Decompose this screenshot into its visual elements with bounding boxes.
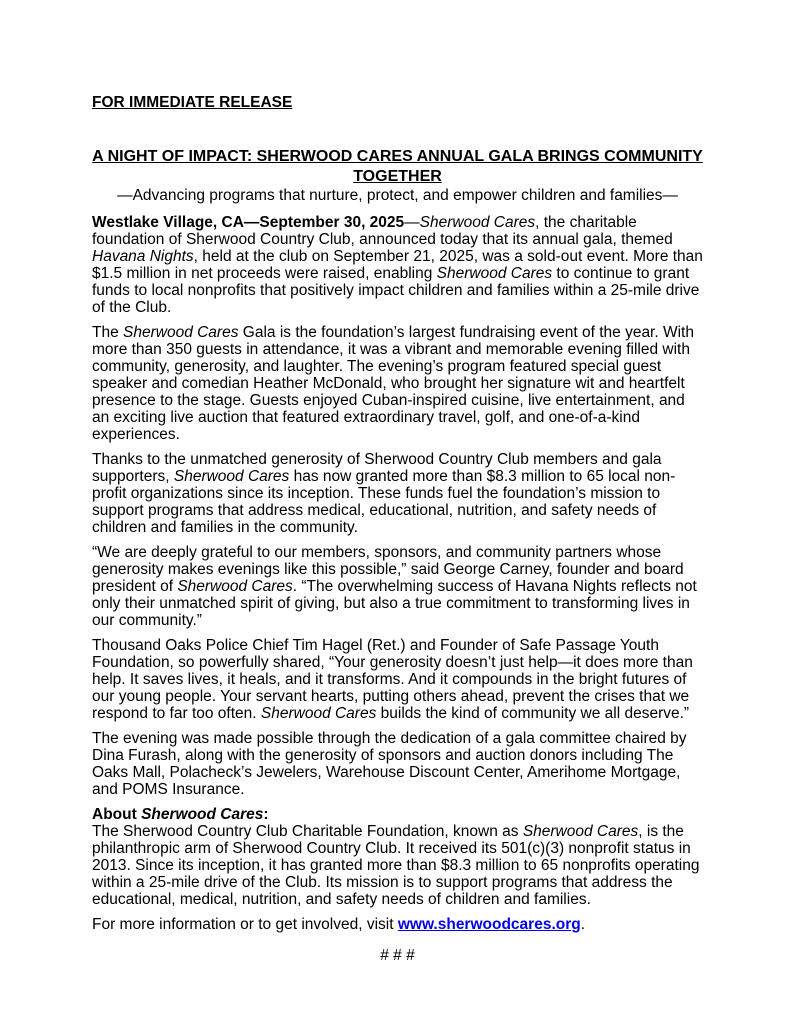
website-link[interactable]: www.sherwoodcares.org xyxy=(397,916,581,933)
text-run: # # # xyxy=(380,947,415,964)
about-heading xyxy=(92,806,703,823)
hagel-quote-paragraph xyxy=(92,637,703,722)
text-run: Sherwood Cares xyxy=(123,324,239,341)
text-run: Sherwood Cares xyxy=(522,823,639,840)
carney-quote-paragraph xyxy=(92,544,703,629)
text-run: to continue to grant funds to local nonprofits that positively impact children and families within a 25-mile drive of the Club. xyxy=(92,265,700,316)
text-run: “We are deeply grateful to our members, sponsors, and community partners whose generosity makes evenings like this possible,” said George Carney, founder and board president of xyxy=(92,544,684,595)
text-run: The evening was made possible through the dedication of a gala committee chaired by Dina Furash, along with the generosity of sponsors and auction donors including The Oaks Mall, Polacheck’s Jewelers, Warehouse Discount Center, Amerihome Mortgage, and POMS Insurance. xyxy=(92,730,687,798)
press-release-content xyxy=(92,94,703,964)
paragraphs xyxy=(92,214,703,964)
more-info-paragraph xyxy=(92,916,703,933)
text-run: Thanks to the unmatched generosity of Sherwood Country Club members and gala supporters, xyxy=(92,451,662,485)
dateline-paragraph xyxy=(92,214,703,316)
text-run: , held at the club on September 21, 2025, was a sold-out event. More than $1.5 million in net proceeds were raised, enabling xyxy=(92,248,703,282)
text-run: has now granted more than $8.3 million to 65 local non-profit organizations since its inception. These funds fuel the foundation’s mission to support programs that address medical, educational, nutrition, and safety needs of children and families in the community. xyxy=(92,468,676,536)
text-run: About xyxy=(92,806,142,823)
text-run: Sherwood Cares xyxy=(177,578,293,595)
text-run: Thousand Oaks Police Chief Tim Hagel (Ret.) and Founder of Safe Passage Youth Foundation, so powerfully shared, “Your generosity doesn’t just help—it does more than help. It saves lives, it heals, and it transforms. And it compounds in the bright futures of our young people. Your servant hearts, putting others ahead, prevent the crises that we respond to far too often. xyxy=(92,637,693,722)
text-run: builds the kind of community we all deserve.” xyxy=(376,705,690,722)
text-run: Sherwood Cares xyxy=(260,705,377,722)
gala-overview-paragraph xyxy=(92,324,703,443)
committee-sponsors-paragraph xyxy=(92,730,703,798)
text-run: . “The overwhelming success of Havana Nights reflects not only their unmatched spirit of giving, but also a true commitment to transforming lives in our community.” xyxy=(92,578,697,629)
text-run: Gala is the foundation’s largest fundraising event of the year. With more than 350 guests in attendance, it was a vibrant and memorable evening filled with community, generosity, and laughter. The evening’s program featured special guest speaker and comedian Heather McDonald, who brought her signature wit and heartfelt presence to the stage. Guests enjoyed Cuban-inspired cuisine, live entertainment, and an exciting live auction that featured extraordinary travel, golf, and one-of-a-kind experiences. xyxy=(92,324,694,443)
text-run: Sherwood Cares xyxy=(141,806,264,823)
text-run: : xyxy=(263,806,269,823)
text-run: The Sherwood Country Club Charitable Foundation, known as xyxy=(92,823,523,840)
text-run: — xyxy=(404,214,420,231)
subheadline: —Advancing programs that nurture, protect, and empower children and families— xyxy=(117,187,678,204)
grants-paragraph xyxy=(92,451,703,536)
text-run: For more information or to get involved, visit xyxy=(92,916,398,933)
text-run: , is the philanthropic arm of Sherwood Country Club. It received its 501(c)(3) nonprofit status in 2013. Since its inception, it has granted more than $8.3 million to 65 nonprofits operating within a 25-mile drive of the Club. Its mission is to support programs that address the educational, medical, nutrition, and safety needs of children and families. xyxy=(92,823,700,908)
text-run: The xyxy=(92,324,124,341)
text-run: Sherwood Cares xyxy=(419,214,536,231)
text-run: Havana Nights xyxy=(92,248,194,265)
headline: A NIGHT OF IMPACT: SHERWOOD CARES ANNUAL GALA BRINGS COMMUNITY TOGETHER xyxy=(92,148,703,185)
text-run: , the charitable foundation of Sherwood Country Club, announced today that its annual gala, themed xyxy=(92,214,673,248)
text-run: Sherwood Cares xyxy=(173,468,290,485)
text-run: Westlake Village, CA—September 30, 2025 xyxy=(92,214,405,231)
text-run: Sherwood Cares xyxy=(436,265,553,282)
about-body-paragraph xyxy=(92,823,703,908)
end-mark xyxy=(92,947,703,964)
text-run: . xyxy=(580,916,586,933)
release-line: FOR IMMEDIATE RELEASE xyxy=(92,94,293,111)
